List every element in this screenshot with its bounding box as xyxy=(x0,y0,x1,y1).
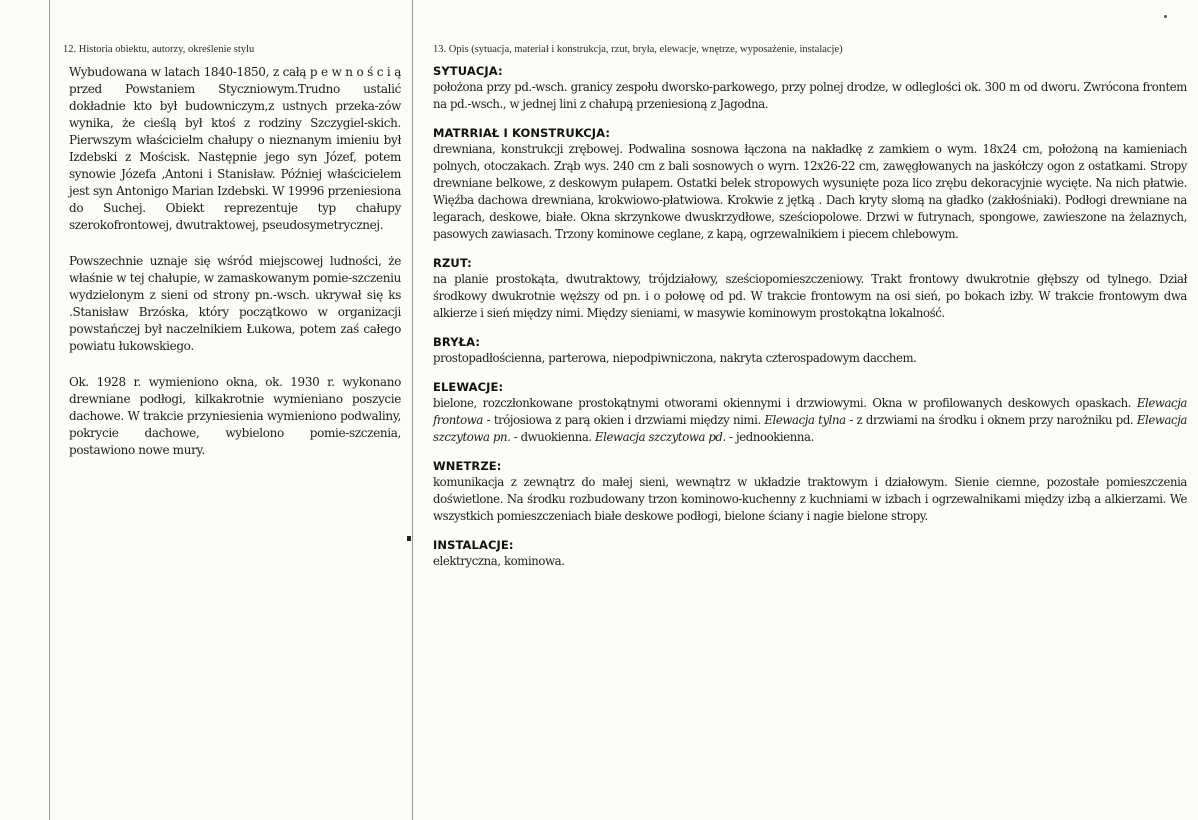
section-wnetrze xyxy=(433,459,1187,525)
history-paragraph-legend: Powszechnie uznaje się wśród miejscowej ludności, że właśnie w tej chałupie, w zamaskowanym pomie-szczeniu wydzielonym z sieni od strony pn.-wsch. ukrywał się ks .Stanisław Brzóska, który początkowo w organizacji powstańczej był naczelnikiem Łukowa, potem zaś całego powiatu łukowskiego. xyxy=(69,254,401,353)
elewacja-tylna-label: Elewacja tylna xyxy=(764,413,846,427)
history-header: 12. Historia obiektu, autorzy, określenie stylu xyxy=(63,44,255,55)
elewacja-szczytowa-pd-label: Elewacja szczytowa pd. xyxy=(595,430,726,444)
section-text-sytuacja: położona przy pd.-wsch. granicy zespołu dworsko-parkowego, przy polnej drodze, w odleglości ok. 300 m od dworu. Zwrócona frontem na pd.-wsch., w jednej lini z chałupą przeniesioną z Jagodna. xyxy=(433,80,1187,111)
elewacja-szczytowa-pd-text: - jednookienna. xyxy=(725,430,814,444)
description-column xyxy=(433,44,1187,583)
section-material xyxy=(433,126,1187,243)
section-text-bryla: prostopadłościenna, parterowa, niepodpiwniczona, nakryta czterospadowym dacchem. xyxy=(433,351,917,365)
section-text-wnetrze: komunikacja z zewnątrz do małej sieni, wewnątrz w układzie traktowym i działowym. Sienie ciemne, pozostałe pomieszczenia doświetlone. Na środku rozbudowany trzon kominowo-kuchenny z kuchniami w izbach i ogrzewalnikami między izbą a alkierzami. We wszystkich pomieszczeniach białe deskowe podłogi, bielone ściany i nagie bielone stropy. xyxy=(433,475,1187,523)
section-title-rzut: RZUT: xyxy=(433,256,472,270)
elewacja-frontowa-text: - trójosiowa z parą okien i drzwiami między nimi. xyxy=(482,413,761,427)
history-paragraph-origin: Wybudowana w latach 1840-1850, z całą p e w n o ś c i ą przed Powstaniem Styczniowym.Trudno ustalić dokładnie kto był budowniczym,z ustnych przeka-zów wynika, że cieślą był ktoś z rodziny Szczygiel-skich. Pierwszym właścicielm chałupy o nieznanym imieniu był Izdebski z Mościsk. Następnie jego syn Józef, potem synowie Józefa ,Antoni i Stanisław. Później właścicielem jest syn Antonigo Marian Izdebski. W 19996 przeniesiona do Suchej. Obiekt reprezentuje typ chałupy szerokofrontowej, dwutraktowej, pseudosymetrycznej. xyxy=(69,65,401,232)
section-title-material: MATRRIAŁ I KONSTRUKCJA: xyxy=(433,126,611,140)
section-title-elewacje: ELEWACJE: xyxy=(433,380,504,394)
section-title-bryla: BRYŁA: xyxy=(433,335,481,349)
elewacja-szczytowa-pn-text: - dwuokienna. xyxy=(510,430,592,444)
elewacje-intro: bielone, rozczłonkowane prostokątnymi otworami okiennymi i drzwiowymi. Okna w profilowanych deskowych opaskach. xyxy=(433,396,1132,410)
section-text-elewacje xyxy=(433,395,1187,446)
section-title-wnetrze: WNETRZE: xyxy=(433,459,502,473)
scan-speck xyxy=(1164,15,1167,18)
elewacja-tylna-text: - z drzwiami na środku i oknem przy narożniku pd. xyxy=(845,413,1134,427)
section-elewacje xyxy=(433,380,1187,446)
section-title-instalacje: INSTALACJE: xyxy=(433,538,514,552)
section-title-sytuacja: SYTUACJA: xyxy=(433,64,503,78)
section-text-material: drewniana, konstrukcji zrębowej. Podwalina sosnowa łączona na nakładkę z zamkiem o wym. 18x24 cm, położoną na kamieniach polnych, otoczakach. Zrąb wys. 240 cm z bali sosnowych o wyrn. 12x26-22 cm, zawęgłowanych na jaskółczy ogon z ostatkami. Stropy drewniane belkowe, z deskowym pułapem. Ostatki belek stropowych wysunięte poza lico zrębu dekoracyjnie wycięte. Na nich płatwie. Więźba dachowa drewniana, krokwiowo-płatwiowa. Krokwie z jętką . Dach kryty słomą na gładko (zakłośniaki). Podłogi drewniane na legarach, deskowe, białe. Okna skrzynkowe dwuskrzydłowe, sześciopolowe. Drzwi w futrynach, spongowe, zawieszone na żelaznych, pasowych zawiasach. Trzony kominowe ceglane, z kapą, ogrzewalnikiem i piecem chlebowym. xyxy=(433,142,1187,241)
section-sytuacja xyxy=(433,64,1187,113)
section-text-instalacje: elektryczna, kominowa. xyxy=(433,554,565,568)
margin-tick-mark xyxy=(407,536,411,541)
section-text-rzut: na planie prostokąta, dwutraktowy, trójdziałowy, sześciopomieszczeniowy. Trakt frontowy dwukrotnie głębszy od tylnego. Dział środkowy dwukrotnie węższy od pn. i o połowę od pd. W trakcie frontowym na osi sień, po bokach izby. W trakcie frontowym dwa alkierze i sień między nimi. Między sieniami, w masywie kominowym prostokątna lokalność. xyxy=(433,272,1187,320)
elewacja-szczytowa-pn-label: Elewacja szczytowa pn. xyxy=(433,413,1187,444)
section-bryla xyxy=(433,335,1187,367)
scan-edge-left xyxy=(49,0,50,820)
description-header: 13. Opis (sytuacja, materiał i konstrukcja, rzut, bryła, elewacje, wnętrze, wyposażenie, instalacje) xyxy=(433,44,843,55)
history-paragraph-changes: Ok. 1928 r. wymieniono okna, ok. 1930 r. wykonano drewniane podłogi, kilkakrotnie wymieniano poszycie dachowe. W trakcie przyniesienia wymieniono podwaliny, pokrycie dachowe, wybielono pomie-szczenia, postawiono nowe mury. xyxy=(69,375,401,457)
elewacja-frontowa-label: Elewacja frontowa xyxy=(433,396,1187,427)
page-fold-line xyxy=(412,0,413,820)
section-rzut xyxy=(433,256,1187,322)
section-instalacje xyxy=(433,538,1187,570)
history-column xyxy=(65,44,401,478)
